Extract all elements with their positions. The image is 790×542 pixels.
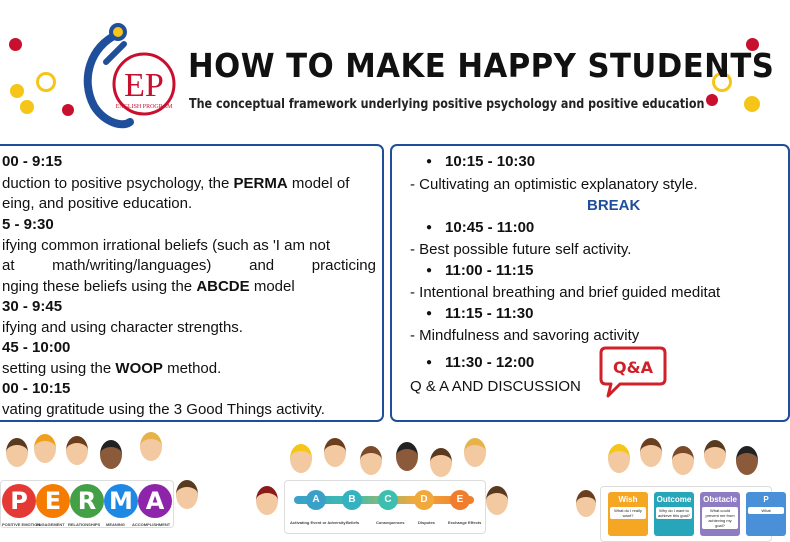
child-figure	[704, 440, 726, 469]
child-figure	[6, 438, 28, 467]
schedule-desc: vating gratitude using the 3 Good Things activity.	[2, 401, 325, 418]
perma-letter-m: M	[104, 484, 138, 518]
schedule-time: 00 - 9:15	[2, 153, 63, 170]
child-figure	[736, 446, 758, 475]
schedule-desc: - Cultivating an optimistic explanatory style.	[410, 176, 698, 193]
schedule-desc: duction to positive psychology, the PERMA model of	[2, 175, 350, 192]
woop-keyword: WOOP	[115, 360, 163, 377]
perma-letter-p: P	[2, 484, 36, 518]
child-figure	[576, 490, 596, 517]
decor-dot-red	[9, 38, 22, 51]
woop-card-wish: Wish What do I really want?	[608, 492, 648, 536]
decor-dot-yellow	[744, 96, 760, 112]
page-subtitle: The conceptual framework underlying positive psychology and positive education	[189, 96, 705, 112]
child-figure	[324, 438, 346, 467]
schedule-time: ● 11:00 - 11:15	[426, 261, 533, 283]
abcde-step-d: D	[414, 490, 434, 510]
abcde-step-a: A	[306, 490, 326, 510]
english-program-logo	[78, 18, 190, 130]
child-figure	[640, 438, 662, 467]
perma-caption: ENGAGEMENT	[36, 522, 65, 527]
child-figure	[430, 448, 452, 477]
schedule-desc: eing, and positive education.	[2, 195, 193, 212]
perma-letter-r: R	[70, 484, 104, 518]
qa-speech-bubble-icon	[598, 345, 668, 399]
perma-letter-a: A	[138, 484, 172, 518]
perma-illustration	[0, 430, 210, 540]
perma-caption: POSITIVE EMOTION	[2, 522, 41, 527]
schedule-time: 5 - 9:30	[2, 216, 54, 233]
decor-dot-red	[706, 94, 718, 106]
morning-schedule-panel	[0, 144, 384, 422]
schedule-time: ● 11:15 - 11:30	[426, 304, 533, 326]
abcde-caption: Beliefs	[346, 520, 360, 525]
logo-monogram: EP	[124, 67, 164, 104]
abcde-step-c: C	[378, 490, 398, 510]
abcde-step-b: B	[342, 490, 362, 510]
decor-dot-red	[62, 104, 74, 116]
schedule-desc: - Mindfulness and savoring activity	[410, 327, 640, 344]
schedule-desc: - Best possible future self activity.	[410, 241, 632, 258]
decor-ring-yellow	[36, 72, 56, 92]
abcde-caption: Consequences	[376, 520, 405, 525]
decor-dot-yellow	[10, 84, 24, 98]
schedule-desc: setting using the WOOP method.	[2, 360, 222, 377]
child-figure	[360, 446, 382, 475]
child-figure	[100, 440, 122, 469]
abcde-caption: Activating Event or Adversity	[290, 520, 346, 525]
schedule-time: 00 - 10:15	[2, 380, 71, 397]
woop-card-outcome: Outcome Why do I want to achieve this goal?	[654, 492, 694, 536]
abcde-illustration	[250, 430, 520, 540]
schedule-desc: - Intentional breathing and brief guided meditat	[410, 284, 721, 301]
woop-illustration	[572, 430, 771, 540]
child-figure	[66, 436, 88, 465]
late-morning-schedule-panel	[390, 144, 790, 422]
perma-caption: MEANING	[106, 522, 125, 527]
woop-card-obstacle: Obstacle What could prevent me from achieving my goal?	[700, 492, 740, 536]
child-figure	[608, 444, 630, 473]
child-figure	[396, 442, 418, 471]
qa-badge-text: Q&A	[613, 358, 653, 377]
schedule-time: 30 - 9:45	[2, 298, 63, 315]
schedule-time: ● 11:30 - 12:00	[426, 353, 534, 375]
schedule-time: ● 10:45 - 11:00	[426, 218, 534, 240]
abcde-caption: Exchange Effects	[448, 520, 482, 525]
decor-dot-yellow	[20, 100, 34, 114]
child-figure	[486, 486, 508, 515]
abcde-step-e: E	[450, 490, 470, 510]
child-figure	[464, 438, 486, 467]
schedule-desc: nging these beliefs using the ABCDE model	[2, 278, 295, 295]
perma-letter-e: E	[36, 484, 70, 518]
schedule-desc: ifying common irrational beliefs (such as 'I am not	[2, 237, 331, 254]
child-figure	[140, 432, 162, 461]
abcde-caption: Disputes	[418, 520, 435, 525]
child-figure	[672, 446, 694, 475]
schedule-time: ● 10:15 - 10:30	[426, 152, 535, 174]
schedule-desc: ifying and using character strengths.	[2, 319, 243, 336]
perma-caption: RELATIONSHIPS	[68, 522, 101, 527]
break-label: BREAK	[587, 197, 641, 214]
abcde-keyword: ABCDE	[196, 278, 250, 295]
page-title: HOW TO MAKE HAPPY STUDENTS	[188, 46, 775, 85]
child-figure	[290, 444, 312, 473]
child-figure	[256, 486, 278, 515]
perma-caption: ACCOMPLISHMENT	[132, 522, 171, 527]
schedule-time: 45 - 10:00	[2, 339, 71, 356]
perma-keyword: PERMA	[233, 175, 288, 192]
child-figure	[176, 480, 198, 509]
logo-caption: ENGLISH PROGRAM	[115, 104, 173, 110]
child-figure	[34, 434, 56, 463]
schedule-desc: Q & A AND DISCUSSION	[410, 378, 581, 395]
woop-card-plan: P What	[746, 492, 786, 536]
schedule-desc: at math/writing/languages) and practicing	[2, 257, 376, 274]
